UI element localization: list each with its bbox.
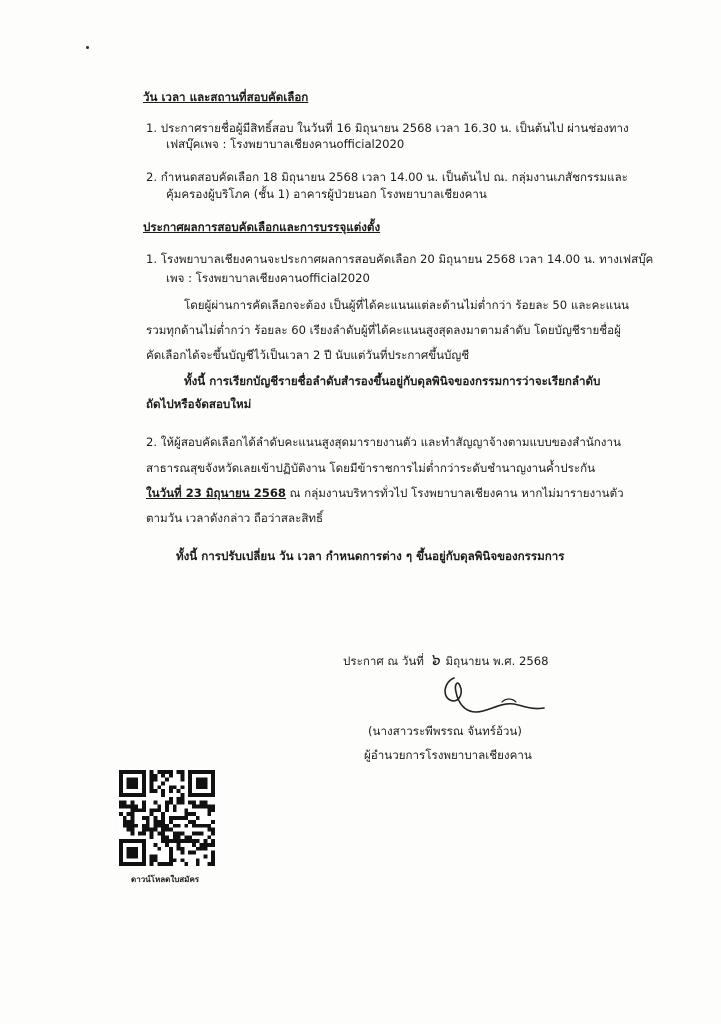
signature-image xyxy=(440,672,550,720)
qr-code[interactable] xyxy=(119,770,215,866)
reserve-list-note-line-1: ทั้งนี้ การเรียกบัญชีรายชื่อลำดับสำรองขึ้นอยู่กับดุลพินิจของกรรมการว่าจะเรียกลำดับ xyxy=(184,374,601,388)
announcement-prefix: ประกาศ ณ วันที่ xyxy=(343,654,424,668)
results-item-2-line-2: สาธารณสุขจังหวัดเลยเข้าปฏิบัติงาน โดยมีข้าราชการไม่ต่ำกว่าระดับชำนาญงานค้ำประกัน xyxy=(146,461,596,475)
criteria-line-2: รวมทุกด้านไม่ต่ำกว่า ร้อยละ 60 เรียงลำดับผู้ที่ได้คะแนนสูงสุดลงมาตามลำดับ โดยบัญชีรายชื่อผู้ xyxy=(146,323,621,337)
results-item-2-line-1: 2. ให้ผู้สอบคัดเลือกได้ลำดับคะแนนสูงสุดมารายงานตัว และทำสัญญาจ้างตามแบบของสำนักงาน xyxy=(146,435,621,449)
section-heading-exam-schedule: วัน เวลา และสถานที่สอบคัดเลือก xyxy=(143,90,309,104)
scan-speck xyxy=(86,46,89,49)
results-item-1-line-1: 1. โรงพยาบาลเชียงคานจะประกาศผลการสอบคัดเลือก 20 มิถุนายน 2568 เวลา 14.00 น. ทางเฟสบุ๊ค xyxy=(146,252,654,266)
announcement-day: ๖ xyxy=(429,650,440,669)
exam-item-1-line-1: 1. ประกาศรายชื่อผู้มีสิทธิ์สอบ ในวันที่ 16 มิถุนายน 2568 เวลา 16.30 น. เป็นต้นไป ผ่านช่องทาง xyxy=(146,121,629,135)
signatory-name: (นางสาวระพีพรรณ จันทร์อ้วน) xyxy=(368,724,522,738)
results-item-1-line-2: เพจ : โรงพยาบาลเชียงคานofficial2020 xyxy=(166,271,370,285)
announcement-date xyxy=(343,652,549,669)
reserve-list-note-line-2: ถัดไปหรือจัดสอบใหม่ xyxy=(146,397,252,411)
signatory-position: ผู้อำนวยการโรงพยาบาลเชียงคาน xyxy=(364,748,532,762)
results-item-2-line-4: ตามวัน เวลาดังกล่าว ถือว่าสละสิทธิ์ xyxy=(146,511,324,525)
exam-item-1-line-2: เฟสบุ๊คเพจ : โรงพยาบาลเชียงคานofficial2020 xyxy=(166,137,405,151)
results-item-2-line-3 xyxy=(146,485,624,501)
report-date: ในวันที่ 23 มิถุนายน 2568 xyxy=(146,486,286,500)
report-location: ณ กลุ่มงานบริหารทั่วไป โรงพยาบาลเชียงคาน หากไม่มารายงานตัว xyxy=(286,486,624,500)
criteria-line-3: คัดเลือกได้จะขึ้นบัญชีไว้เป็นเวลา 2 ปี นับแต่วันที่ประกาศขึ้นบัญชี xyxy=(146,348,470,362)
final-note: ทั้งนี้ การปรับเปลี่ยน วัน เวลา กำหนดการต่าง ๆ ขึ้นอยู่กับดุลพินิจของกรรมการ xyxy=(176,549,565,563)
exam-item-2-line-2: คุ้มครองผู้บริโภค (ชั้น 1) อาคารผู้ป่วยนอก โรงพยาบาลเชียงคาน xyxy=(166,187,487,201)
section-heading-results: ประกาศผลการสอบคัดเลือกและการบรรจุแต่งตั้ง xyxy=(143,220,381,234)
exam-item-2-line-1: 2. กำหนดสอบคัดเลือก 18 มิถุนายน 2568 เวลา 14.00 น. เป็นต้นไป ณ. กลุ่มงานเภสัชกรรมและ xyxy=(146,170,628,184)
announcement-suffix: มิถุนายน พ.ศ. 2568 xyxy=(445,654,549,668)
qr-caption: ดาวน์โหลดใบสมัคร xyxy=(131,875,200,884)
criteria-line-1: โดยผู้ผ่านการคัดเลือกจะต้อง เป็นผู้ที่ได้คะแนนแต่ละด้านไม่ต่ำกว่า ร้อยละ 50 และคะแนน xyxy=(184,298,629,312)
